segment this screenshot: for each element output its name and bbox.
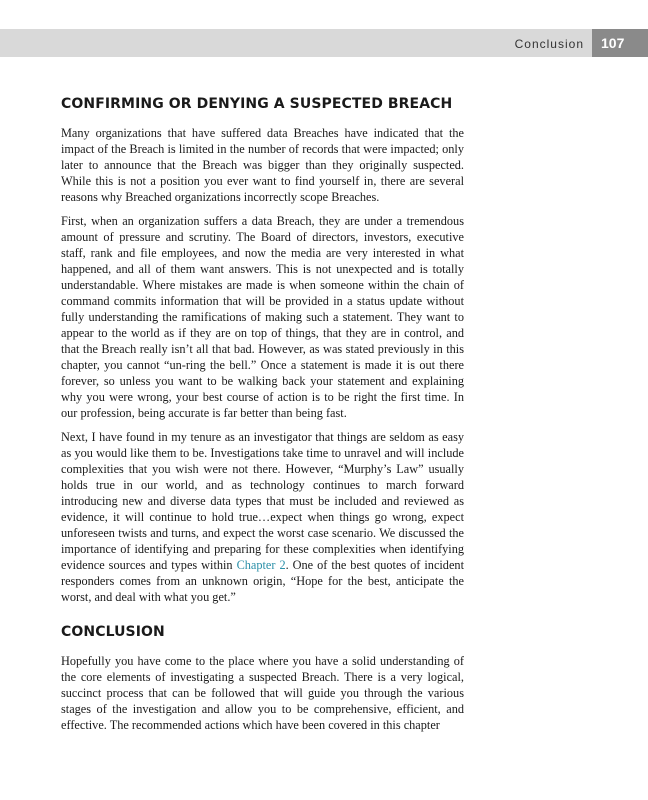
paragraph-2: First, when an organization suffers a data Breach, they are under a tremendous amount of pressure and scrutiny. The Board of directors, investors, executive staff, rank and file employees, and now the media are very interested in what happened, and all of them want answers. This is not unexpected and is totally understandable. Where mistakes are made is when someone within the chain of command commits information that will be provided in a status update without fully understanding the ramifications of making such a statement. They want to appear to the world as if they are on top of things, that they are in control, and that the Breach really isn’t all that bad. However, as was stated previously in this chapter, you cannot “un-ring the bell.” Once a statement is made it is out there forever, so unless you want to be walking back your statement and explaining why you were wrong, your best course of action is to be right the first time. In our profession, being accurate is far better than being fast. xyxy=(61,214,464,420)
section-heading-confirming-breach: CONFIRMING OR DENYING A SUSPECTED BREACH xyxy=(61,96,453,112)
paragraph-3-text-end: . One of the best quotes of incident responders comes from an unknown origin, “Hope for the best, anticipate the worst, and deal with what you get.” xyxy=(61,558,464,604)
paragraph-3-text-start: Next, I have found in my tenure as an investigator that things are seldom as easy as you would like them to be. Investigations take time to unravel and will include complexities that you wish were not there. However, “Murphy’s Law” usually holds true in our world, and as technology continues to march forward introducing new and diverse data types that must be included and reviewed as evidence, it will continue to hold true…expect when things go wrong, expect unforeseen twists and turns, and expect the worst case scenario. We discussed the importance of identifying and preparing for these complexities when identifying evidence sources and types within xyxy=(61,430,464,572)
paragraph-4: Hopefully you have come to the place where you have a solid understanding of the core elements of investigating a suspected Breach. There is a very logical, succinct process that can be followed that will guide you through the various stages of the investigation and allow you to be comprehensive, efficient, and effective. The recommended actions which have been covered in this chapter xyxy=(61,654,464,732)
chapter-2-link[interactable]: Chapter 2 xyxy=(236,558,286,572)
page-number: 107 xyxy=(601,35,625,51)
paragraph-1: Many organizations that have suffered data Breaches have indicated that the impact of the Breach is limited in the number of records that were impacted; only later to announce that the Breach was bigger than they originally suspected. While this is not a position you ever want to find yourself in, there are several reasons why Breached organizations incorrectly scope Breaches. xyxy=(61,126,464,204)
running-header-bar xyxy=(0,29,592,57)
running-header-section-title: Conclusion xyxy=(514,37,584,51)
paragraph-3 xyxy=(61,429,464,605)
section-heading-conclusion: CONCLUSION xyxy=(61,624,165,640)
page-body xyxy=(61,95,464,741)
